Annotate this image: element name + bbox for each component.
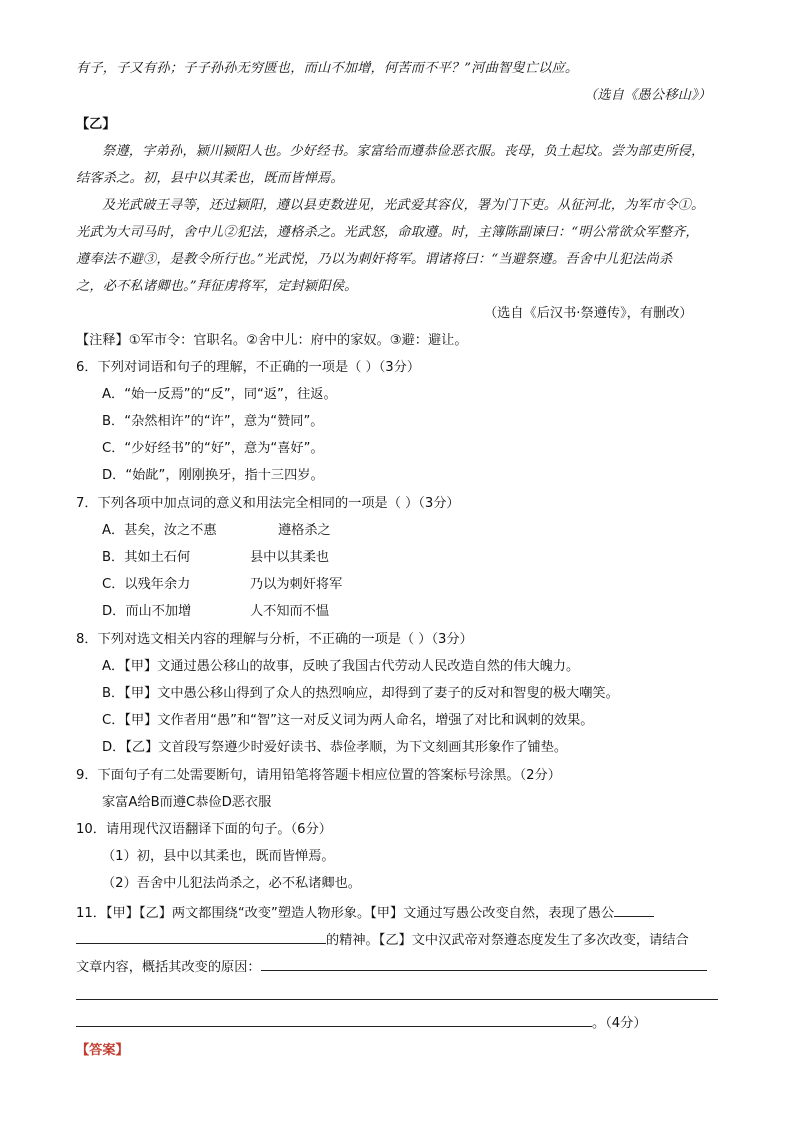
question-6-option-d: D．“始龀”，刚刚换牙，指十三四岁。 [102,468,324,483]
question-11-line-2 [76,929,689,951]
question-11-text-1: 11．【甲】【乙】两文都围绕“改变”塑造人物形象。【甲】文通过写愚公改变自然，表现了愚公 [76,906,615,921]
question-7-option-d: D．而山不加增 [102,604,192,619]
answer-blank-2c[interactable] [76,1012,592,1027]
question-11-line-5 [76,1012,647,1034]
question-11-line-1 [76,902,654,924]
question-6-stem: 6．下列对词语和句子的理解，不正确的一项是（ ）（3分） [76,360,421,375]
yi-paragraph-1-line-1: 祭遵，字弟孙，颍川颍阳人也。少好经书。家富给而遵恭俭恶衣服。丧母，负土起坟。尝为部吏所侵， [102,144,705,159]
question-6-option-b: B．“杂然相许”的“许”，意为“赞同”。 [102,414,324,429]
question-6-option-a: A．“始一反焉”的“反”，同“返”，往返。 [102,387,337,402]
question-8-option-a: A．【甲】文通过愚公移山的故事，反映了我国古代劳动人民改造自然的伟大魄力。 [102,659,580,674]
yi-paragraph-2-line-4: 之，必不私诸卿也。”拜征虏将军，定封颍阳侯。 [76,279,358,294]
jia-source: （选自《愚公移山》） [584,88,712,103]
yi-heading: 【乙】 [76,117,116,132]
question-10-stem: 10．请用现代汉语翻译下面的句子。（6分） [76,822,332,837]
question-7-option-c-pair: 乃以为刺奸将军 [250,577,343,592]
answer-blank-1a[interactable] [614,902,654,917]
yi-paragraph-2-line-3: 遵奉法不避③，是教令所行也。”光武悦，乃以为刺奸将军。谓诸将曰：“当避祭遵。吾舍中儿犯法尚杀 [76,252,673,267]
question-9-sentence: 家富A给B而遵C恭俭D恶衣服 [102,795,272,810]
question-7-option-c: C．以残年余力 [102,577,191,592]
yi-source: （选自《后汉书·祭遵传》，有删改） [484,306,693,321]
answer-label: 【答案】 [76,1043,129,1058]
question-8-option-d: D．【乙】文首段写祭遵少时爱好读书、恭俭孝顺，为下文刻画其形象作了铺垫。 [102,740,568,755]
jia-passage-tail: 有子，子又有孙；子子孙孙无穷匮也，而山不加增，何苦而不平？”河曲智叟亡以应。 [76,61,579,76]
question-11-end: 。（4分） [592,1016,647,1031]
yi-paragraph-2-line-2: 光武为大司马时，舍中儿②犯法，遵格杀之。光武怒，命取遵。时，主簿陈副谏曰：“明公常欲众军整齐， [76,225,699,240]
question-7-stem: 7．下列各项中加点词的意义和用法完全相同的一项是（ ）（3分） [76,496,460,511]
question-11-text-2: 的精神。【乙】文中汉武帝对祭遵态度发生了多次改变，请结合 [326,933,689,948]
question-10-sentence-2: （2）吾舍中儿犯法尚杀之，必不私诸卿也。 [102,876,361,891]
question-11-text-3: 文章内容，概括其改变的原因： [76,960,261,975]
question-7-option-b: B．其如土石何 [102,550,191,565]
question-7-option-a: A．甚矣，汝之不惠 [102,523,217,538]
question-7-option-b-pair: 县中以其柔也 [250,550,330,565]
answer-line-2b[interactable] [76,999,718,1000]
question-9-stem: 9．下面句子有二处需要断句，请用铅笔将答题卡相应位置的答案标号涂黑。（2分） [76,768,561,783]
question-11-line-3 [76,956,707,978]
question-7-option-a-pair: 遵格杀之 [278,523,331,538]
answer-blank-2a[interactable] [261,956,707,971]
question-6-option-c: C．“少好经书”的“好”，意为“喜好”。 [102,441,324,456]
question-8-stem: 8．下列对选文相关内容的理解与分析，不正确的一项是（ ）（3分） [76,632,473,647]
annotation-notes: 【注释】①军市令：官职名。②舍中儿：府中的家奴。③避：避让。 [76,333,468,348]
question-10-sentence-1: （1）初，县中以其柔也，既而皆惮焉。 [102,849,335,864]
answer-blank-1b[interactable] [76,929,326,944]
question-7-option-d-pair: 人不知而不愠 [250,604,330,619]
yi-paragraph-2-line-1: 及光武破王寻等，还过颍阳，遵以县吏数进见，光武爱其容仪，署为门下吏。从征河北，为军市令①。 [102,198,705,213]
question-8-option-c: C．【甲】文作者用“愚”和“智”这一对反义词为两人命名，增强了对比和讽刺的效果。 [102,713,594,728]
question-8-option-b: B．【甲】文中愚公移山得到了众人的热烈响应，却得到了妻子的反对和智叟的极大嘲笑。 [102,686,619,701]
yi-paragraph-1-line-2: 结客杀之。初，县中以其柔也，既而皆惮焉。 [76,171,344,186]
